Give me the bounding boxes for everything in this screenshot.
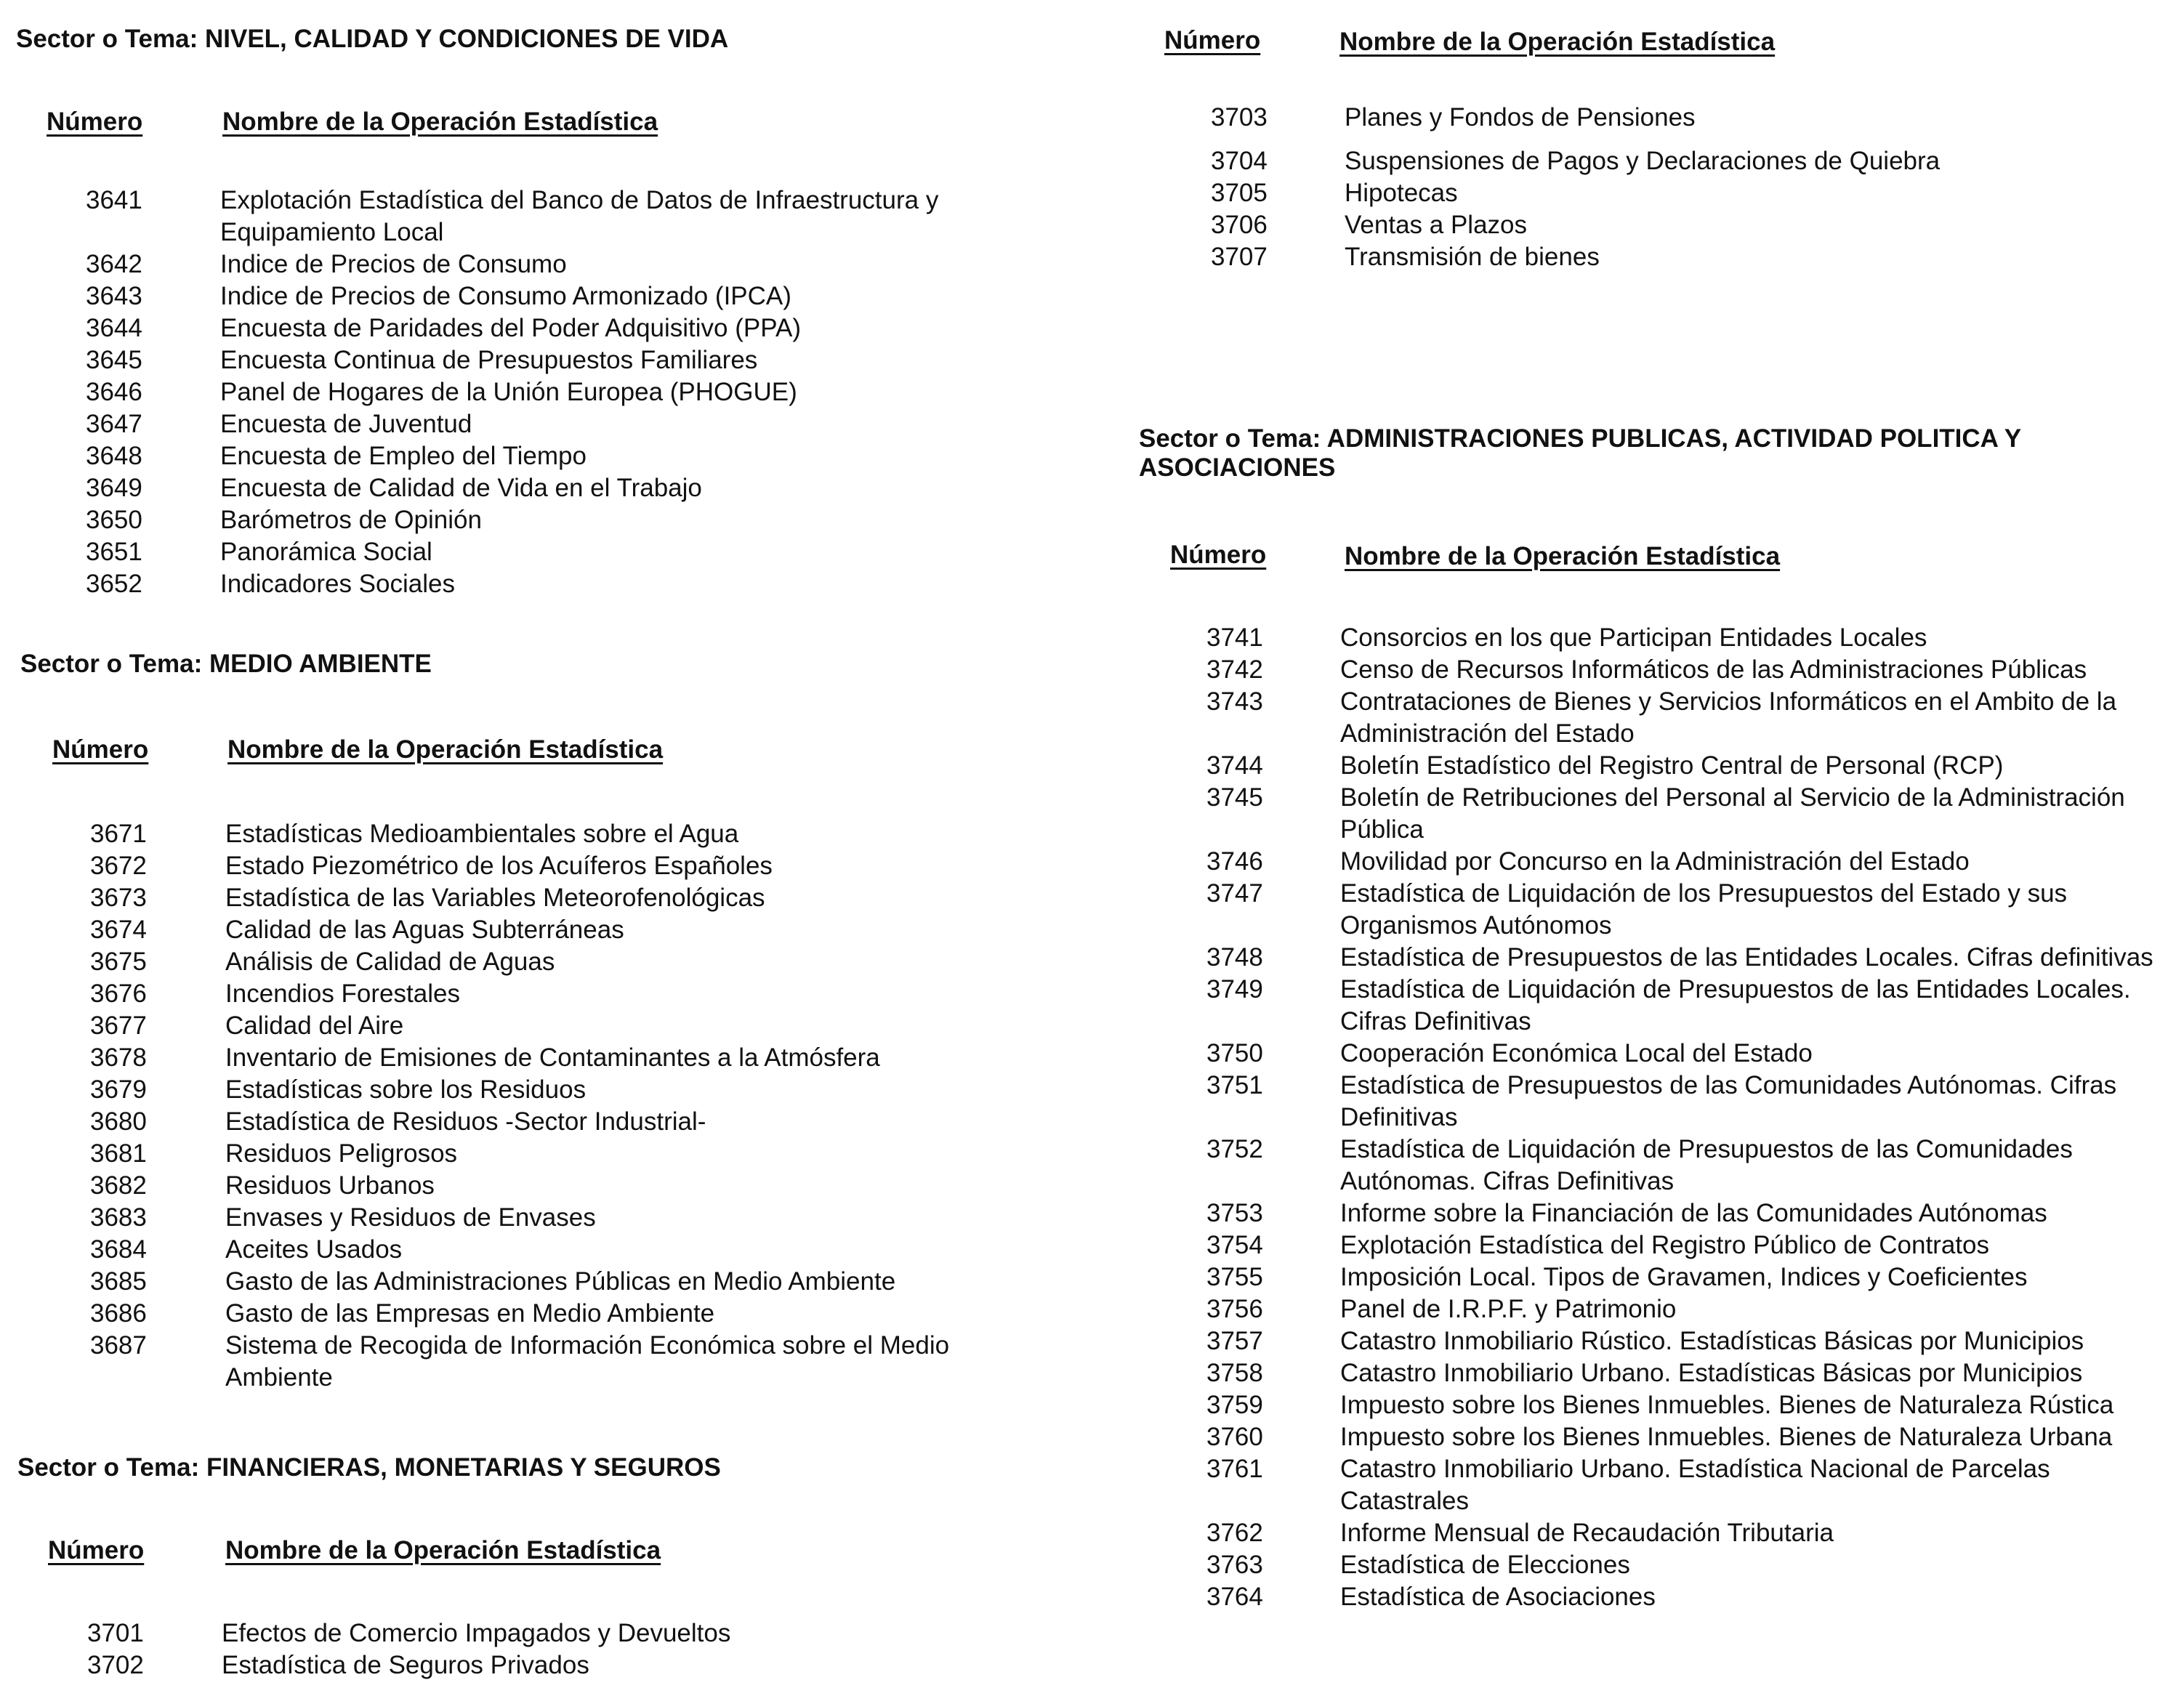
operation-number: 3705 [1211, 179, 1268, 207]
operation-number: 3673 [90, 884, 147, 912]
operation-name: Estadística de Seguros Privados [222, 1651, 589, 1679]
operation-number: 3742 [1206, 655, 1263, 684]
operation-number: 3745 [1206, 783, 1263, 812]
operation-name: Inventario de Emisiones de Contaminantes a la Atmósfera [225, 1043, 880, 1072]
operation-name: Residuos Urbanos [225, 1171, 435, 1200]
list-item [1206, 846, 2176, 878]
operation-number: 3651 [86, 538, 142, 566]
operation-number: 3743 [1206, 687, 1263, 716]
operation-name: Efectos de Comercio Impagados y Devueltos [222, 1619, 731, 1647]
list-item [1206, 1261, 2176, 1293]
operation-number: 3677 [90, 1011, 147, 1040]
operation-number: 3701 [87, 1619, 144, 1647]
operation-name: Estado Piezométrico de los Acuíferos Españoles [225, 852, 773, 880]
operation-name: Planes y Fondos de Pensiones [1345, 103, 1696, 132]
list-item [1206, 1325, 2176, 1357]
operation-number: 3686 [90, 1299, 147, 1328]
operation-number: 3641 [86, 186, 142, 214]
operation-number: 3762 [1206, 1519, 1263, 1547]
header-number: Número [1164, 26, 1261, 54]
list-item [1206, 750, 2176, 782]
list-item [1206, 878, 2176, 942]
list-item [1206, 1038, 2176, 1070]
list-item [1206, 1293, 2176, 1325]
operation-number: 3642 [86, 250, 142, 278]
operation-number: 3684 [90, 1235, 147, 1264]
operation-number: 3764 [1206, 1583, 1263, 1611]
operation-name: Estadística de Residuos -Sector Industrial- [225, 1107, 706, 1136]
operation-name: Aceites Usados [225, 1235, 403, 1264]
operation-number: 3756 [1206, 1295, 1263, 1323]
operation-number: 3683 [90, 1203, 147, 1232]
operation-number: 3757 [1206, 1327, 1263, 1355]
operation-number: 3748 [1206, 943, 1263, 972]
operation-number: 3763 [1206, 1551, 1263, 1579]
operation-name: Incendios Forestales [225, 980, 460, 1008]
operation-number: 3707 [1211, 243, 1268, 271]
list-item [1206, 1229, 2176, 1261]
operation-number: 3754 [1206, 1231, 1263, 1259]
operation-number: 3741 [1206, 623, 1263, 652]
header-number: Número [52, 735, 149, 764]
header-number: Número [47, 108, 143, 136]
header-number: Número [48, 1536, 145, 1564]
operation-number: 3703 [1211, 103, 1268, 132]
operation-number: 3704 [1211, 147, 1268, 175]
list-item [1206, 1453, 2176, 1517]
operation-number: 3649 [86, 474, 142, 502]
operation-number: 3679 [90, 1075, 147, 1104]
operation-number: 3744 [1206, 751, 1263, 780]
list-item [1211, 102, 2159, 134]
operation-number: 3750 [1206, 1039, 1263, 1067]
operations-list [1206, 622, 2176, 1613]
list-item [1206, 1549, 2176, 1581]
operation-name: Transmisión de bienes [1345, 243, 1600, 271]
section-title: Sector o Tema: FINANCIERAS, MONETARIAS Y SEGUROS [17, 1453, 721, 1482]
operation-number: 3680 [90, 1107, 147, 1136]
operations-list [1211, 102, 2159, 273]
operation-name: Panorámica Social [220, 538, 432, 566]
operation-name: Envases y Residuos de Envases [225, 1203, 596, 1232]
operation-number: 3646 [86, 378, 142, 406]
operation-name: Estadísticas sobre los Residuos [225, 1075, 587, 1104]
operation-number: 3752 [1206, 1135, 1263, 1163]
operation-name: Boletín de Retribuciones del Personal al Servicio de la Administración Pública [1340, 783, 2125, 844]
operation-name: Encuesta de Paridades del Poder Adquisitivo (PPA) [220, 314, 801, 342]
section-title: Sector o Tema: NIVEL, CALIDAD Y CONDICIONES DE VIDA [16, 25, 729, 53]
list-item [1206, 1389, 2176, 1421]
operation-name: Hipotecas [1345, 179, 1458, 207]
operation-number: 3674 [90, 916, 147, 944]
list-item [1206, 1421, 2176, 1453]
operation-name: Informe sobre la Financiación de las Comunidades Autónomas [1340, 1199, 2047, 1227]
operation-name: Gasto de las Administraciones Públicas en Medio Ambiente [225, 1267, 896, 1296]
operation-name: Explotación Estadística del Banco de Datos de Infraestructura y Equipamiento Local [220, 186, 939, 246]
operation-name: Panel de I.R.P.F. y Patrimonio [1340, 1295, 1677, 1323]
list-item [1206, 1070, 2176, 1134]
operation-name: Análisis de Calidad de Aguas [225, 948, 555, 976]
operation-number: 3685 [90, 1267, 147, 1296]
operation-number: 3687 [90, 1331, 147, 1360]
list-item [1206, 942, 2176, 974]
operation-number: 3749 [1206, 975, 1263, 1003]
operation-name: Movilidad por Concurso en la Administración del Estado [1340, 847, 1970, 876]
operation-name: Estadística de Liquidación de Presupuestos de las Entidades Locales. Cifras Definitivas [1340, 975, 2131, 1035]
operation-number: 3675 [90, 948, 147, 976]
operation-number: 3643 [86, 282, 142, 310]
list-item [1206, 1517, 2176, 1549]
operation-number: 3648 [86, 442, 142, 470]
header-name: Nombre de la Operación Estadística [222, 108, 658, 136]
list-item [1206, 686, 2176, 750]
operation-name: Estadística de Liquidación de los Presupuestos del Estado y sus Organismos Autónomos [1340, 879, 2068, 940]
operation-name: Encuesta Continua de Presupuestos Familiares [220, 346, 758, 374]
operation-number: 3753 [1206, 1199, 1263, 1227]
operation-name: Gasto de las Empresas en Medio Ambiente [225, 1299, 715, 1328]
list-item [1206, 622, 2176, 654]
header-name: Nombre de la Operación Estadística [227, 735, 664, 764]
operation-name: Informe Mensual de Recaudación Tributaria [1340, 1519, 1834, 1547]
operation-number: 3759 [1206, 1391, 1263, 1419]
operation-name: Calidad de las Aguas Subterráneas [225, 916, 624, 944]
operation-number: 3761 [1206, 1455, 1263, 1483]
operation-name: Imposición Local. Tipos de Gravamen, Indices y Coeficientes [1340, 1263, 2028, 1291]
operation-name: Estadística de Liquidación de Presupuestos de las Comunidades Autónomas. Cifras Definitivas [1340, 1135, 2073, 1195]
operation-number: 3645 [86, 346, 142, 374]
operation-number: 3652 [86, 570, 142, 598]
operation-number: 3746 [1206, 847, 1263, 876]
operation-name: Censo de Recursos Informáticos de las Administraciones Públicas [1340, 655, 2087, 684]
operation-name: Estadística de Presupuestos de las Comunidades Autónomas. Cifras Definitivas [1340, 1071, 2117, 1131]
operation-name: Sistema de Recogida de Información Económica sobre el Medio Ambiente [225, 1331, 950, 1392]
operation-name: Impuesto sobre los Bienes Inmuebles. Bienes de Naturaleza Rústica [1340, 1391, 2114, 1419]
list-item [1206, 782, 2176, 846]
list-item [1211, 145, 2159, 177]
list-item [1211, 177, 2159, 209]
operation-number: 3682 [90, 1171, 147, 1200]
operation-number: 3755 [1206, 1263, 1263, 1291]
operation-name: Indice de Precios de Consumo Armonizado (IPCA) [220, 282, 791, 310]
list-item [1206, 1134, 2176, 1198]
operation-number: 3672 [90, 852, 147, 880]
operation-number: 3644 [86, 314, 142, 342]
operation-name: Indice de Precios de Consumo [220, 250, 567, 278]
operation-number: 3678 [90, 1043, 147, 1072]
section-title: Sector o Tema: MEDIO AMBIENTE [20, 650, 432, 678]
operation-number: 3758 [1206, 1359, 1263, 1387]
operation-name: Ventas a Plazos [1345, 211, 1527, 239]
operation-number: 3751 [1206, 1071, 1263, 1099]
list-item [1206, 654, 2176, 686]
header-number: Número [1170, 541, 1267, 569]
operation-name: Contrataciones de Bienes y Servicios Informáticos en el Ambito de la Administración del Estado [1340, 687, 2117, 748]
list-item [1206, 974, 2176, 1038]
operation-name: Impuesto sobre los Bienes Inmuebles. Bienes de Naturaleza Urbana [1340, 1423, 2113, 1451]
operation-name: Barómetros de Opinión [220, 506, 482, 534]
operation-number: 3760 [1206, 1423, 1263, 1451]
operation-name: Estadística de Elecciones [1340, 1551, 1630, 1579]
list-item [1211, 209, 2159, 241]
header-name: Nombre de la Operación Estadística [225, 1536, 661, 1564]
operation-name: Catastro Inmobiliario Urbano. Estadística Nacional de Parcelas Catastrales [1340, 1455, 2050, 1515]
list-item [1206, 1581, 2176, 1613]
list-item [1211, 241, 2159, 273]
operation-name: Catastro Inmobiliario Rústico. Estadísticas Básicas por Municipios [1340, 1327, 2084, 1355]
operation-name: Cooperación Económica Local del Estado [1340, 1039, 1813, 1067]
operation-name: Estadística de Presupuestos de las Entidades Locales. Cifras definitivas [1340, 943, 2153, 972]
operation-name: Indicadores Sociales [220, 570, 455, 598]
operation-number: 3671 [90, 820, 147, 848]
operation-number: 3702 [87, 1651, 144, 1679]
operation-name: Encuesta de Empleo del Tiempo [220, 442, 587, 470]
operation-name: Panel de Hogares de la Unión Europea (PHOGUE) [220, 378, 797, 406]
operation-name: Estadística de Asociaciones [1340, 1583, 1656, 1611]
operation-name: Calidad del Aire [225, 1011, 404, 1040]
section-title: Sector o Tema: ADMINISTRACIONES PUBLICAS, ACTIVIDAD POLITICA Y ASOCIACIONES [1139, 424, 2021, 482]
operation-name: Encuesta de Calidad de Vida en el Trabajo [220, 474, 702, 502]
operation-name: Encuesta de Juventud [220, 410, 472, 438]
operation-name: Boletín Estadístico del Registro Central de Personal (RCP) [1340, 751, 2004, 780]
operation-number: 3706 [1211, 211, 1268, 239]
operation-number: 3647 [86, 410, 142, 438]
operation-number: 3747 [1206, 879, 1263, 908]
operation-number: 3676 [90, 980, 147, 1008]
operation-number: 3681 [90, 1139, 147, 1168]
operation-name: Residuos Peligrosos [225, 1139, 458, 1168]
operation-number: 3650 [86, 506, 142, 534]
operation-name: Estadísticas Medioambientales sobre el Agua [225, 820, 739, 848]
header-name: Nombre de la Operación Estadística [1345, 542, 1781, 570]
operation-name: Consorcios en los que Participan Entidades Locales [1340, 623, 1927, 652]
operation-name: Explotación Estadística del Registro Público de Contratos [1340, 1231, 1989, 1259]
header-name: Nombre de la Operación Estadística [1339, 28, 1776, 56]
list-item [1206, 1198, 2176, 1229]
operation-name: Suspensiones de Pagos y Declaraciones de Quiebra [1345, 147, 1941, 175]
operation-name: Estadística de las Variables Meteorofenológicas [225, 884, 765, 912]
operation-name: Catastro Inmobiliario Urbano. Estadísticas Básicas por Municipios [1340, 1359, 2083, 1387]
list-item [1206, 1357, 2176, 1389]
